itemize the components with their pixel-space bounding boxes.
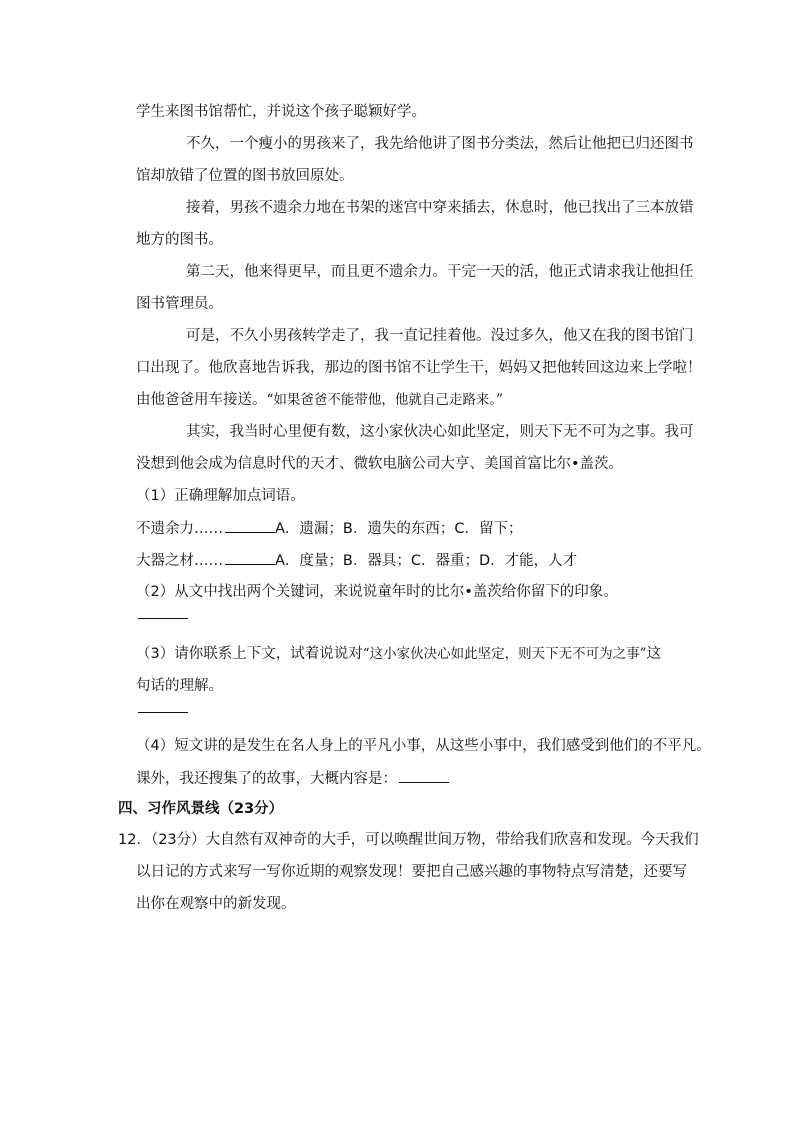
section-heading: 四、习作风景线（23分） [118, 801, 284, 817]
passage-line: 没想到他会成为信息时代的天才、微软电脑公司大亨、美国首富比尔•盖茨。 [136, 456, 624, 472]
answer-blank[interactable] [225, 518, 275, 533]
question-4-line: （4）短文讲的是发生在名人身上的平凡小事，从这些小事中，我们感受到他们的不平凡。 [136, 738, 711, 754]
passage-line: 接着，男孩不遗余力地在书架的迷宫中穿来插去，休息时，他已找出了三本放错 [186, 200, 694, 216]
passage-quote: “如果爸爸不能带他，他就自己走路来。” [266, 392, 504, 408]
question-text: 这 [646, 646, 662, 662]
passage-line: 馆却放错了位置的图书放回原处。 [136, 168, 354, 184]
question-text: （3）请你联系上下文，试着说说对 [136, 646, 363, 662]
question-12-line: 12．（23分）大自然有双神奇的大手，可以唤醒世间万物，带给我们欣喜和发现。今天我们 [118, 832, 699, 848]
answer-blank[interactable] [399, 768, 449, 783]
question-3-line [136, 644, 661, 664]
question-quote: “这小家伙决心如此坚定，则天下无不可为之事” [362, 646, 647, 662]
passage-line: 不久，一个瘦小的男孩来了，我先给他讲了图书分类法，然后让他把已归还图书 [186, 136, 694, 152]
passage-line: 学生来图书馆帮忙，并说这个孩子聪颖好学。 [136, 104, 426, 120]
question-text: 课外，我还搜集了的故事，大概内容是： [136, 771, 397, 787]
question-12-line: 以日记的方式来写一写你近期的观察发现！要把自己感兴趣的事物特点写清楚，还要写 [136, 864, 687, 880]
passage-line: 地方的图书。 [136, 232, 223, 248]
question-options: A．遗漏；B．遗失的东西；C．留下； [275, 521, 523, 537]
question-options: A．度量；B．器具；C．器重；D．才能，人才 [275, 553, 578, 569]
question-word: 大器之材…… [136, 553, 223, 569]
question-word: 不遗余力…… [136, 521, 223, 537]
passage-text: 由他爸爸用车接送。 [136, 392, 267, 408]
answer-blank[interactable] [138, 617, 188, 619]
question-3-line: 句话的理解。 [136, 678, 223, 694]
passage-line: 口出现了。他欣喜地告诉我，那边的图书馆不让学生干，妈妈又把他转回这边来上学啦！ [136, 360, 702, 376]
question-12-line: 出你在观察中的新发现。 [136, 896, 296, 912]
question-1a [136, 518, 523, 539]
passage-line: 第二天，他来得更早，而且更不遗余力。干完一天的活，他正式请求我让他担任 [186, 264, 694, 280]
question-1b [136, 550, 577, 571]
answer-blank[interactable] [225, 550, 275, 565]
question-2-title: （2）从文中找出两个关键词，来说说童年时的比尔•盖茨给你留下的印象。 [136, 584, 618, 600]
passage-line: 图书管理员。 [136, 296, 223, 312]
passage-line: 可是，不久小男孩转学走了，我一直记挂着他。没过多久，他又在我的图书馆门 [186, 328, 694, 344]
question-1-title: （1）正确理解加点词语。 [136, 488, 305, 504]
answer-blank[interactable] [138, 711, 188, 713]
question-4-line [136, 768, 449, 789]
passage-line [136, 390, 503, 410]
passage-line: 其实，我当时心里便有数，这小家伙决心如此坚定，则天下无不可为之事。我可 [186, 424, 694, 440]
